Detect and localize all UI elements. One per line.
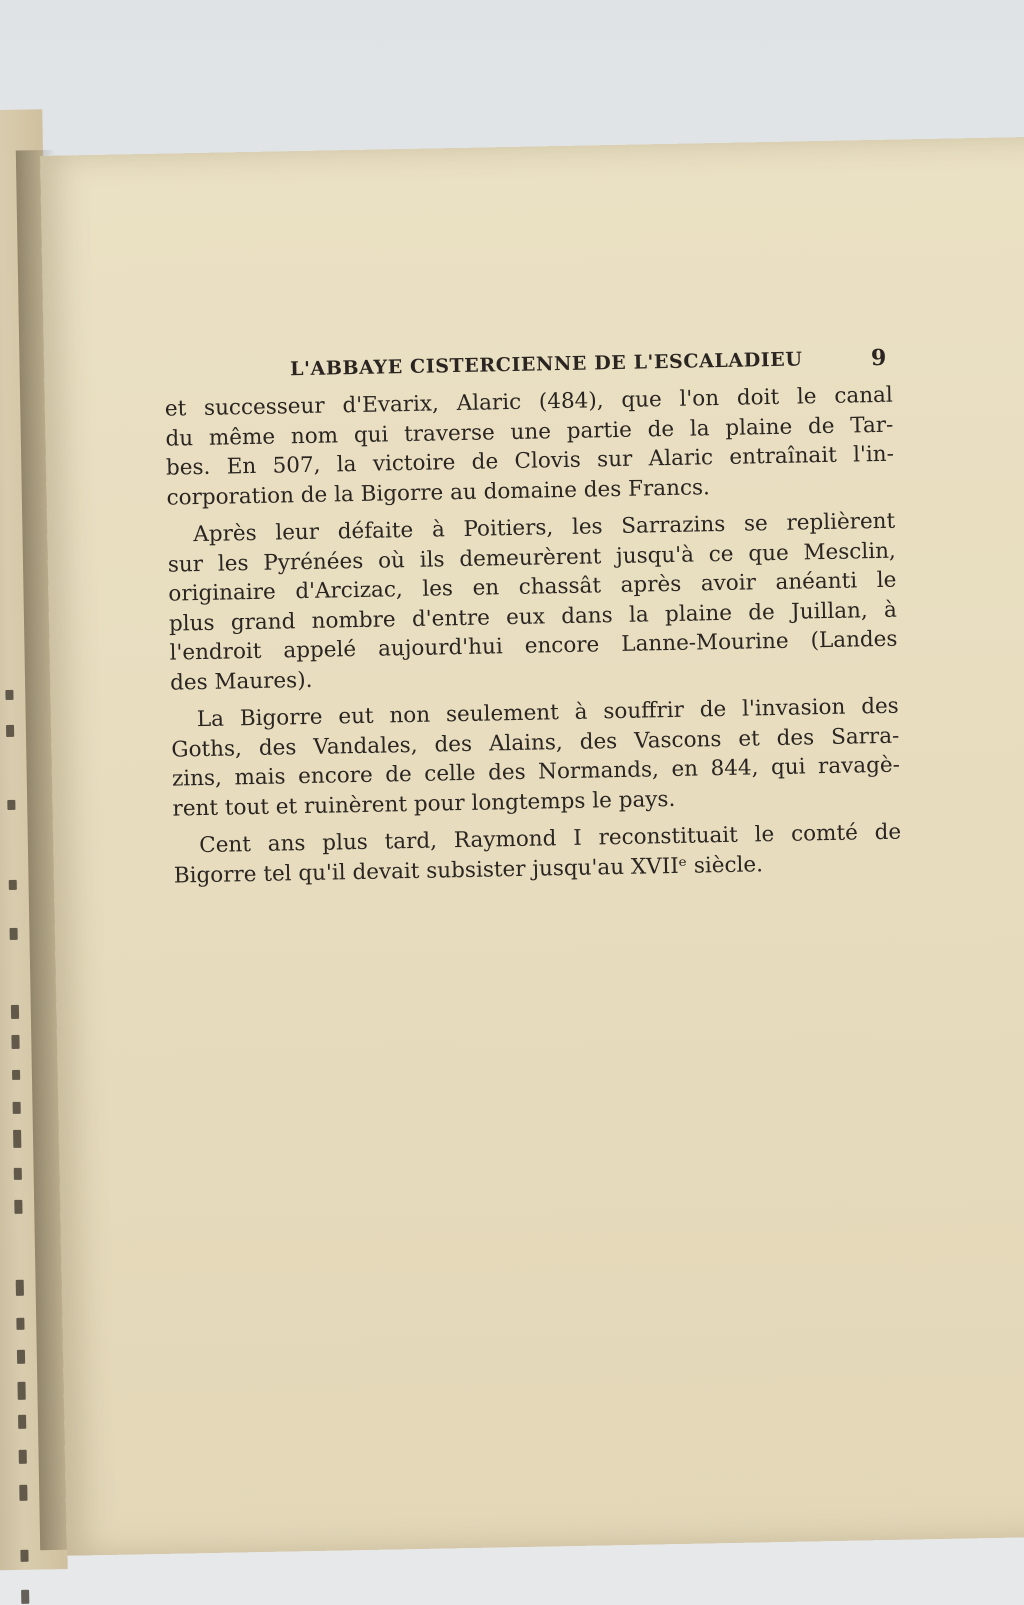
text-line: du même nom qui traverse une partie de la plaine de Tar- — [165, 412, 894, 452]
text-line: corporation de la Bigorre au domaine des Francs. — [166, 474, 711, 511]
text-line: bes. En 507, la victoire de Clovis sur Alaric entraînait l'in- — [165, 441, 895, 481]
page-number: 9 — [870, 344, 887, 372]
text-line: plus grand nombre d'entre eux dans la plaine de Juillan, à — [168, 597, 898, 637]
text-line: sur les Pyrénées où ils demeurèrent jusqu'à ce que Mesclin, — [167, 538, 896, 578]
paragraph-4 — [173, 817, 914, 890]
text-line: l'endroit appelé aujourd'hui encore Lanne-Mourine (Landes — [169, 626, 898, 666]
running-head-title: L'ABBAYE CISTERCIENNE DE L'ESCALADIEU — [289, 348, 803, 381]
text-line: Après leur défaite à Poitiers, les Sarrazins se replièrent — [193, 508, 896, 548]
paragraph-1 — [165, 380, 907, 512]
text-line: rent tout et ruinèrent pour longtemps le pays. — [172, 786, 676, 822]
text-line: zins, mais encore de celle des Normands, en 844, qui ravagè- — [171, 752, 901, 792]
text-line: originaire d'Arcizac, les en chassât après avoir anéanti le — [168, 567, 897, 607]
paragraph-3 — [171, 691, 913, 823]
page-text-block — [164, 344, 914, 890]
text-line: Bigorre tel qu'il devait subsister jusqu'au XVIIᵉ siècle. — [173, 851, 764, 889]
text-line: La Bigorre eut non seulement à souffrir de l'invasion des — [196, 693, 899, 733]
text-line: Cent ans plus tard, Raymond I reconstituait le comté de — [199, 819, 902, 859]
text-line: Goths, des Vandales, des Alains, des Vascons et des Sarra- — [171, 723, 900, 763]
text-line: et successeur d'Evarix, Alaric (484), que l'on doit le canal — [164, 382, 893, 422]
book-page — [40, 137, 1024, 1556]
paragraph-2 — [167, 506, 910, 697]
text-line: des Maures). — [169, 667, 313, 696]
